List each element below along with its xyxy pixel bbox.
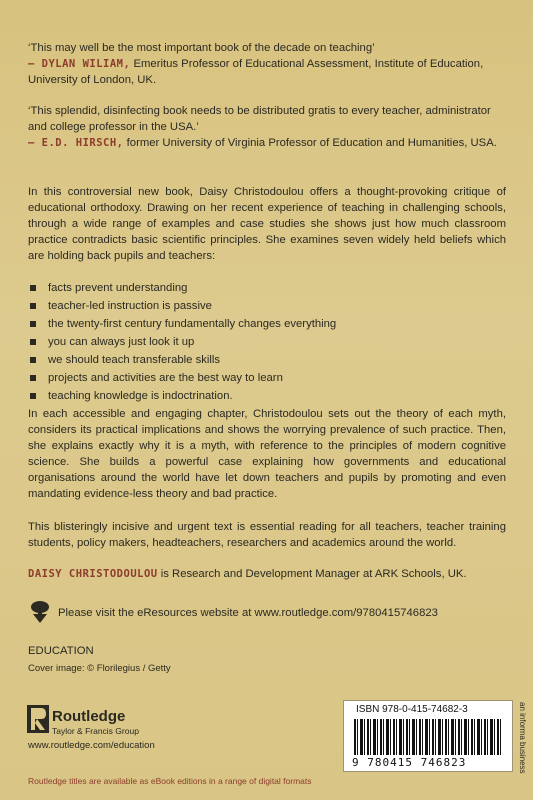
quote-1-attribution bbox=[28, 56, 506, 88]
quote-2 bbox=[28, 103, 506, 151]
routledge-logo-icon bbox=[27, 705, 49, 733]
body-paragraph-3: This blisteringly incisive and urgent text is essential reading for all teachers, teacher training students, policy makers, headteachers, researchers and academics around the world. bbox=[28, 521, 506, 549]
informa-side-text: an informa business bbox=[518, 702, 527, 774]
eresources-link[interactable]: Please visit the eResources website at www.routledge.com/9780415746823 bbox=[58, 607, 438, 619]
intro-paragraph: In this controversial new book, Daisy Christodoulou offers a thought-provoking critique of educational orthodoxy. Drawing on her recent experience of teaching in challenging schools, through a wide range of examples and case studies she shows just how much classroom practice contradicts basic scientific principles. She examines seven widely held beliefs which are holding back pupils and teachers: bbox=[28, 186, 506, 262]
publisher-group: Taylor & Francis Group bbox=[52, 726, 139, 736]
list-item: facts prevent understanding bbox=[28, 280, 506, 296]
list-item: we should teach transferable skills bbox=[28, 352, 506, 368]
quote-2-attribution bbox=[28, 135, 506, 151]
isbn-text: ISBN 978-0-415-74682-3 bbox=[356, 704, 468, 715]
eresources-download-icon bbox=[30, 600, 50, 624]
quote-2-author: – E.D. HIRSCH, bbox=[28, 137, 124, 149]
list-item: you can always just look it up bbox=[28, 334, 506, 350]
quote-1 bbox=[28, 40, 506, 88]
list-item: teaching knowledge is indoctrination. bbox=[28, 388, 506, 404]
quote-1-author: – DYLAN WILIAM, bbox=[28, 58, 131, 70]
quote-1-role: Emeritus Professor of Educational Assessment, Institute of Education, University of London, UK. bbox=[28, 58, 484, 86]
publisher-name: Routledge bbox=[52, 708, 126, 725]
list-item: projects and activities are the best way to learn bbox=[28, 370, 506, 386]
author-bio bbox=[28, 566, 506, 582]
barcode-bars bbox=[354, 719, 502, 755]
cover-credit: Cover image: © Florilegius / Getty bbox=[28, 663, 171, 674]
myths-list bbox=[28, 280, 506, 406]
author-bio-text: is Research and Development Manager at ARK Schools, UK. bbox=[157, 568, 467, 580]
barcode-number: 9 780415 746823 bbox=[352, 756, 467, 769]
ebook-note: Routledge titles are available as eBook editions in a range of digital formats bbox=[28, 776, 312, 786]
body-paragraph-2: In each accessible and engaging chapter, Christodoulou sets out the theory of each myth, considers its practical implications and shows the worrying prevalence of such practice. Then, she explains exactly why it is a myth, with reference to the principles of modern cognitive science. She builds a powerful case explaining how governments and educational organisations around the world have let down teachers and pupils by promoting and even mandating evidence-less theory and bad practice. bbox=[28, 408, 506, 500]
author-name: DAISY CHRISTODOULOU bbox=[28, 568, 158, 580]
quote-1-text: ‘This may well be the most important book of the decade on teaching’ bbox=[28, 42, 375, 54]
quote-2-role: former University of Virginia Professor of Education and Humanities, USA. bbox=[123, 137, 497, 149]
quote-2-text: ‘This splendid, disinfecting book needs to be distributed gratis to every teacher, administrator and college professor in the USA.’ bbox=[28, 105, 491, 133]
barcode-box bbox=[343, 700, 513, 772]
category-label: EDUCATION bbox=[28, 645, 94, 657]
publisher-url[interactable]: www.routledge.com/education bbox=[28, 740, 155, 751]
list-item: the twenty-first century fundamentally changes everything bbox=[28, 316, 506, 332]
list-item: teacher-led instruction is passive bbox=[28, 298, 506, 314]
